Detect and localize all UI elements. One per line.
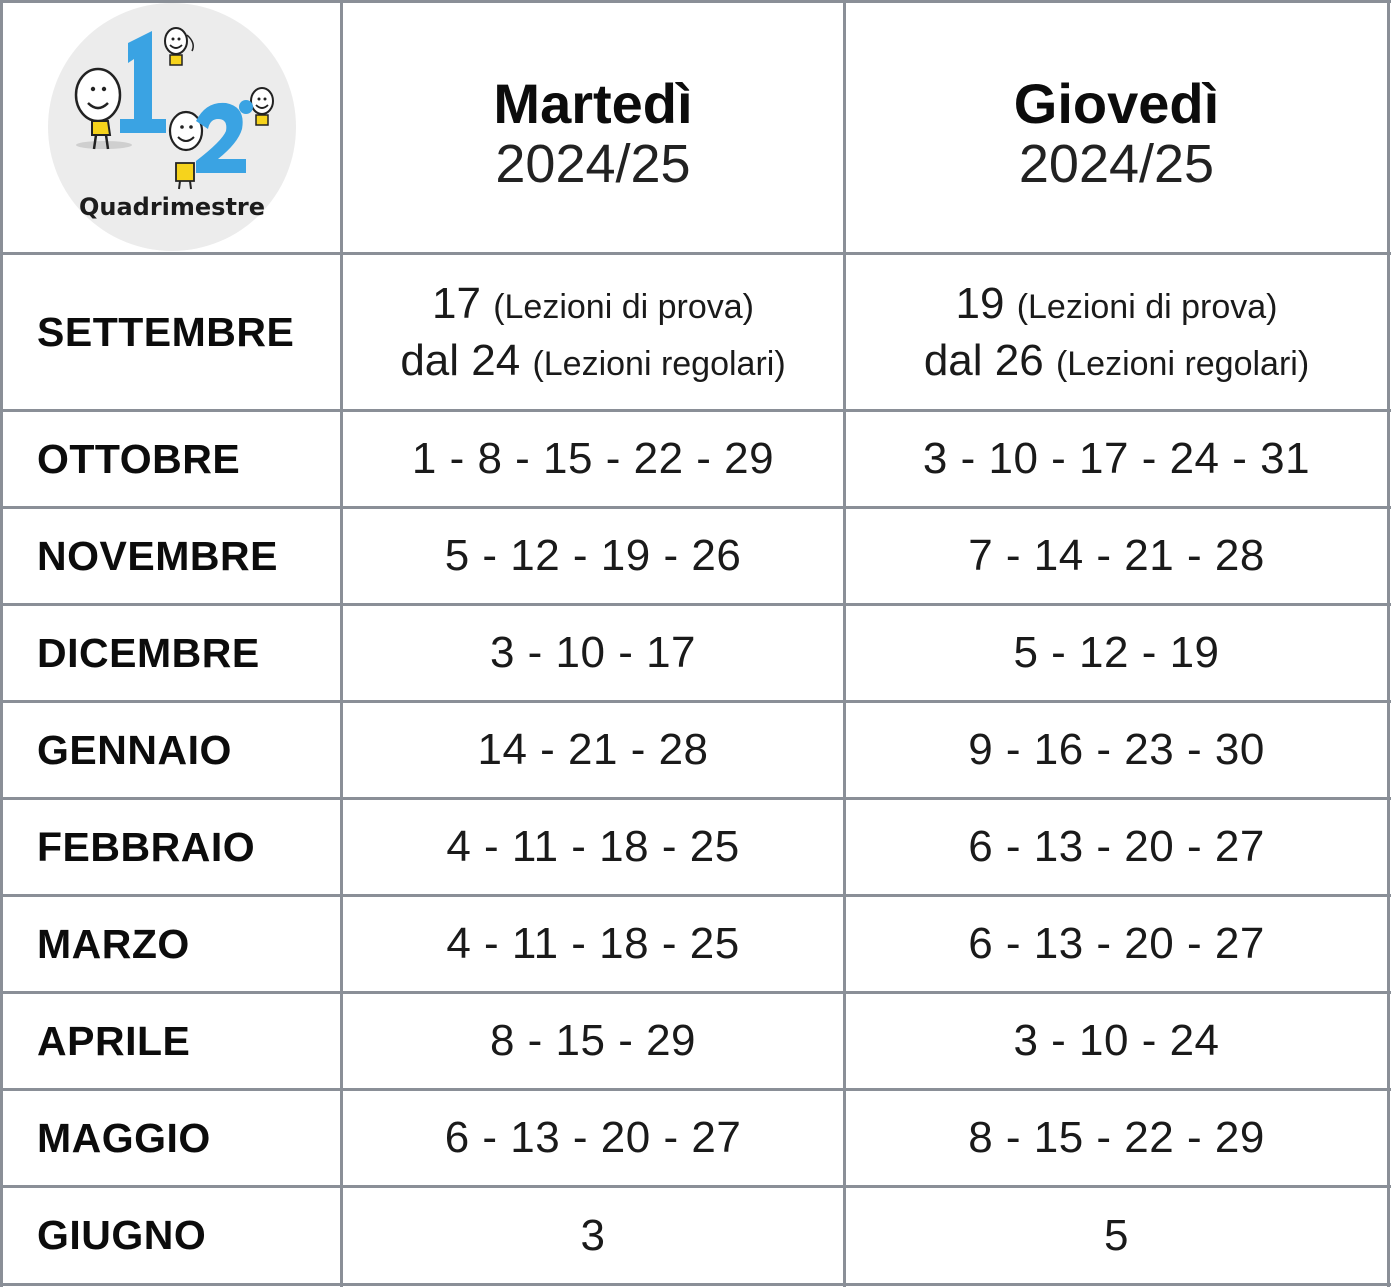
dates-martedi: 8 - 15 - 29 [489, 1016, 697, 1065]
month-label: SETTEMBRE [37, 308, 295, 355]
month-label: MARZO [37, 920, 190, 967]
month-label: APRILE [37, 1017, 191, 1064]
logo-digit-two: 2 [221, 142, 223, 144]
dates-martedi: 4 - 11 - 18 - 25 [446, 822, 740, 871]
row-divider [0, 1283, 1391, 1286]
september-dates-martedi [343, 255, 843, 409]
month-label: NOVEMBRE [37, 532, 278, 579]
header-col-martedi [343, 3, 843, 252]
trial-start-date: 19 [955, 278, 1005, 328]
regular-start-date: dal 26 [923, 336, 1044, 385]
quadrimestre-logo-graphic [46, 3, 298, 251]
trial-lessons-note: (Lezioni di prova) [1016, 287, 1278, 326]
regular-lessons-line [400, 332, 785, 389]
logo-digit-one: 1 [143, 100, 145, 102]
dates-martedi: 3 [580, 1210, 606, 1260]
dates-martedi: 5 - 12 - 19 - 26 [444, 531, 742, 580]
table-border-right [1387, 0, 1390, 1287]
dates-giovedi: 6 - 13 - 20 - 27 [968, 822, 1265, 871]
trial-lessons-note: (Lezioni di prova) [493, 287, 754, 326]
month-label: MAGGIO [37, 1114, 211, 1161]
dates-giovedi: 3 - 10 - 24 [1013, 1016, 1220, 1065]
dates-martedi: 1 - 8 - 15 - 22 - 29 [411, 434, 775, 483]
month-label: GIUGNO [37, 1212, 207, 1258]
dates-martedi: 14 - 21 - 28 [477, 725, 709, 774]
dates-martedi: 6 - 13 - 20 - 27 [444, 1113, 742, 1162]
dates-martedi: 3 - 10 - 17 [489, 628, 697, 677]
day-name: Martedì [493, 72, 693, 135]
school-year: 2024/25 [1018, 133, 1215, 194]
month-label: GENNAIO [37, 726, 232, 773]
dates-martedi: 4 - 11 - 18 - 25 [446, 919, 740, 968]
dates-giovedi: 7 - 14 - 21 - 28 [968, 531, 1265, 580]
logo-caption: Quadrimestre [78, 193, 266, 221]
trial-lessons-line [432, 275, 754, 332]
regular-lessons-line [924, 332, 1309, 389]
regular-lessons-note: (Lezioni regolari) [532, 345, 786, 383]
dates-giovedi: 8 - 15 - 22 - 29 [968, 1113, 1265, 1162]
school-year: 2024/25 [495, 133, 691, 194]
dates-giovedi: 9 - 16 - 23 - 30 [968, 725, 1265, 774]
month-label: OTTOBRE [37, 435, 241, 482]
dates-giovedi: 5 - 12 - 19 [1013, 628, 1220, 677]
quadrimestre-logo [46, 3, 298, 251]
month-label: FEBBRAIO [37, 823, 256, 870]
trial-lessons-line [956, 275, 1278, 332]
trial-start-date: 17 [432, 278, 481, 328]
dates-giovedi: 5 [1104, 1210, 1129, 1260]
header-col-giovedi [846, 3, 1387, 252]
month-label: DICEMBRE [37, 629, 260, 676]
regular-lessons-note: (Lezioni regolari) [1055, 345, 1310, 383]
day-name: Giovedì [1013, 72, 1220, 135]
dates-giovedi: 3 - 10 - 17 - 24 - 31 [922, 434, 1311, 483]
dates-giovedi: 6 - 13 - 20 - 27 [968, 919, 1265, 968]
regular-start-date: dal 24 [400, 336, 521, 385]
september-dates-giovedi [846, 255, 1387, 409]
